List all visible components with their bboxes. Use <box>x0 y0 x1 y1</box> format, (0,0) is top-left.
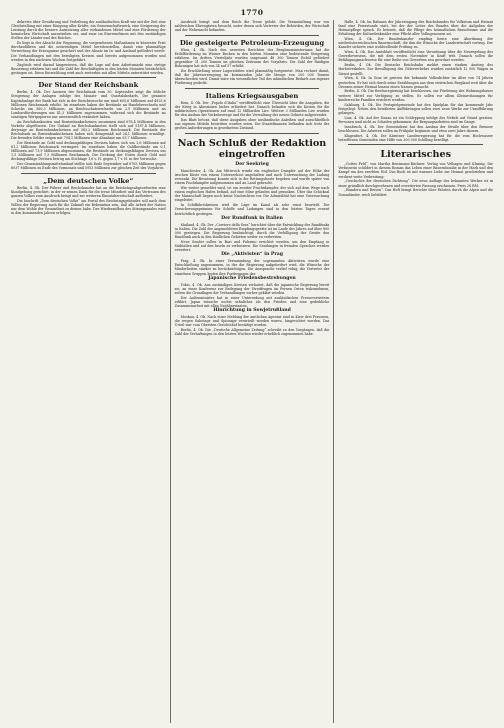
paragraph: „Gottes Feld“, von Martha Benzmann-Büchner. Verlag von Velhagen und Klasing. Die Verfasserin schildert in diesem Roman das Leben einer Bauernfamilie in der Mark und den Kampf um den ererbten Hof. Das Buch ist mit warmer Liebe zur Heimat geschrieben und verdient weite Verbreitung. <box>338 162 494 179</box>
col3-block-a <box>338 20 493 142</box>
heading-aktivisten: Die „Aktivisten“ in Prag <box>221 252 283 258</box>
col2-block-f <box>175 259 330 275</box>
paragraph: Berlin, 4. Ok. Die „Deutsche Allgemeine Zeitung“ schreibt zu den Vorgängen, daß die Zahl der Verhaftungen in den letzten Wochen wieder erheblich zugenommen habe. <box>174 328 330 337</box>
heading-japan: Japanische Friedensbestrebungen <box>208 275 296 281</box>
divider <box>21 77 156 78</box>
paragraph: Wien, 4. Ok. Das Amtsblatt veröffentlicht eine Verordnung über die Neuregelung des Gewerbewesens, die mit dem ersten November in Kraft tritt. Danach sollen die Befähigungsnachweise für eine Reihe von Gewerben neu geordnet werden. <box>338 50 494 63</box>
col2-block-b <box>175 48 330 86</box>
col3-block-b <box>338 162 493 196</box>
heading-hinrichtung: Hinrichtung in Sowjetrußland <box>213 308 291 314</box>
paragraph: Halle, 4. Ok. Im Rahmen der Jahrestagung des Reichsbundes für Volkstum und Heimat fand eine Feierstunde statt, bei der der Leiter des Bundes über die Aufgaben der Heimatpflege sprach. Er betonte, daß die Pflege des heimatlichen Brauchtums und die Erhaltung der Kulturdenkmäler eine Pflicht aller Volksgenossen sei. <box>338 20 494 37</box>
paragraph: Die Erschließung neuer Lagerstätten wird planmäßig fortgesetzt. Man rechnet damit, daß die Jahreserzeugung im kommenden Jahr die Menge von 200 000 Tonnen überschreiten wird. Damit wäre ein wesentlicher Teil des inländischen Bedarfs aus eigener Förderung gedeckt. <box>174 69 330 86</box>
paragraph: Berlin, 4. Ok. Der Ausweis der Reichsbank vom 30. September zeigt die übliche Steigerung der Anlagen infolge des Monats- und Quartalsbedarfs. Die gesamte Kapitalanlage der Bank hat sich in der Berichtswoche um rund 605,6 Millionen auf 4925,6 Millionen Reichsmark erhöht. Im einzelnen haben die Bestände an Handelswechseln und Schecks um 560,3 Millionen, an Reichsschatzwechseln um 2,9 Millionen und an Lombardforderungen um 41,3 Millionen zugenommen, während sich die Bestände an sonstigen Wertpapieren nur unwesentlich verändert haben. <box>11 90 166 119</box>
col1-block-c <box>11 186 166 215</box>
paragraph: Wien, 4. Ok. Der Bundeskanzler empfing heute eine Abordnung der niederösterreichischen Bauernschaft, die ihm die Wünsche der Landwirtschaft vortrug. Der Kanzler sicherte eine wohlwollende Prüfung zu. <box>338 37 494 50</box>
paragraph: Berlin, 4. Ok. Die Deutsche Reichsbahn meldet einen starken Anstieg des Herbstverkehrs. Zur Bewältigung des Güterverkehrs wurden zusätzlich 12 000 Wagen in Dienst gestellt. <box>338 63 494 76</box>
paragraph: Tokio, 4. Ok. Aus zuständigen Kreisen verlautet, daß die japanische Regierung bereit sei, an einer Konferenz zur Beilegung der Streitfragen im Fernen Osten teilzunehmen, sofern die Grundlagen der Verhandlungen vorher geklärt würden. <box>174 282 330 295</box>
divider <box>185 88 320 89</box>
paragraph: Moskau, 4. Ok. Nach einer Meldung der amtlichen Agentur sind in Kiew drei Personen, die wegen Sabotage und Spionage verurteilt worden waren, hingerichtet worden. Das Urteil war vom Obersten Gerichtshof bestätigt worden. <box>174 315 330 328</box>
paragraph: Das Blatt betont, daß diese Ausgaben ohne ausländische Anleihen und ausschließlich aus eigenen Mitteln bestritten worden seien. Die Staatsfinanzen befänden sich trotz der großen Anforderungen in geordnetem Zustand. <box>174 118 330 131</box>
paragraph: Wie weiter gemeldet wird, ist ein zweiter Frachtdampfer, der sich auf dem Wege nach einem englischen Hafen befand, auf eine Mine gelaufen und gesunken. Über das Schicksal der Mannschaft liegen noch keine Nachrichten vor. Die Admiralität hat eine Untersuchung eingeleitet. <box>174 186 330 203</box>
paragraph: Der Außenminister hat in einer Unterredung mit ausländischen Pressevertretern erklärt, Japan wünsche nichts sehnlicher als den Frieden und eine gedeihliche Zusammenarbeit mit allen Nachbarstaaten. <box>174 295 330 308</box>
col2-block-a <box>175 20 330 32</box>
paragraph: Wien, 4. Ok. Nach den neuesten Berichten des Bergbauministeriums hat die Erdölförderung im Wiener Becken in den letzten Monaten eine bedeutende Steigerung erfahren. Im dritten Vierteljahr wurden insgesamt 48 300 Tonnen Rohöl gefördert gegenüber 31 200 Tonnen im gleichen Zeitraum des Vorjahres. Die Zahl der fündigen Bohrungen hat sich von 34 auf 57 erhöht. <box>174 47 330 69</box>
column-1 <box>7 20 170 723</box>
paragraph: Der Gesamtzahlungsmittelumlauf stellte sich Ende September auf 6705 Millionen gegen 6037 Millionen zu Ende des Vormonats und 5953 Millionen zur gleichen Zeit des Vorjahres. <box>11 162 166 171</box>
heading-rundfunk: Der Rundfunk in Italien <box>221 215 283 221</box>
columns <box>7 20 497 723</box>
paragraph: Die Inschrift „Dem deutschen Volke“ am Portal des Reichstagsgebäudes soll nach dem Willen der Regierung auch für die Zukunft ein Bekenntnis sein, daß alle Arbeit der Nation nur dem Wohle der Gesamtheit zu dienen habe. Der Wiederaufbau des Sitzungssaales wird in den kommenden Jahren erfolgen. <box>11 199 166 216</box>
paragraph: Rom, 4. Ok. Der „Popolo d'Italia“ veröffentlicht eine Übersicht über die Ausgaben, die der Krieg in Abessinien bisher erfordert hat. Danach belaufen sich die Kosten für die militärischen Operationen auf rund 12 Milliarden Lire. Weitere 3 Milliarden Lire wurden für den Ausbau der Verkehrswege und für die Verwaltung der neuen Gebiete aufgewendet. <box>174 100 330 118</box>
paragraph: Klagenfurt, 4. Ok. Die Kärntner Landesregierung hat für die vom Hochwasser betroffenen Gemeinden eine Hilfe von 300 000 Schilling bewilligt. <box>338 133 494 142</box>
col2-block-c <box>175 101 330 130</box>
heading-nach-schluss: Nach Schluß der Redaktion eingetroffen <box>177 137 327 160</box>
page-number: 1770 <box>240 8 264 17</box>
paragraph: Linz, 4. Ok. Auf der Donau ist ein Schleppzug infolge des Nebels auf Grund geraten. Personen sind nicht zu Schaden gekommen; die Bergungsarbeiten sind im Gange. <box>338 115 494 124</box>
heading-petroleum: Die gesteigerte Petroleum-Erzeugung <box>179 38 325 47</box>
column-2 <box>170 20 334 723</box>
column-3 <box>333 20 497 723</box>
paragraph: dekretes über Gewährung und Verleihung der ausländischen Kraft wie mit der Zeit eine Gleichstellung mit einer Einigung aller Kräfte, ein Gemeinschaftswerk, eine Steigerung der Leistung durch die bessere Ausnutzung aller vorhandenen Mittel und eine Förderung der heimischen Wirtschaft anzustreben sei, und zwar im Einvernehmen mit den zuständigen Stellen der Länder und des Reiches. <box>11 20 166 41</box>
paragraph: Ausdruck bringt und dem Reich die Treue gelobt. Die Veranstaltung war von zahlreichen Ehrengästen besucht, unter denen sich Vertreter der Behörden, der Wirtschaft und der Wehrmacht befanden. <box>174 20 330 33</box>
heading-reichsbank: Der Stand der Reichsbank <box>38 81 139 90</box>
paragraph: An Reichsbanknoten und Rentenbankscheinen zusammen sind 678,4 Millionen in den Verkehr abgeflossen. Der Umlauf an Reichsbanknoten stellt sich auf 5187,4 Millionen, derjenige an Rentenbankscheinen auf 383,2 Millionen Reichsmark. Die Bestände der Reichsbank an Rentenbankscheinen haben sich demgemäß auf 24,1 Millionen ermäßigt. Die fremden Gelder zeigen mit 704,1 Millionen eine Abnahme um 93,7 Millionen. <box>11 119 166 141</box>
paragraph: Wien, 4. Ok. In Graz ist gestern der bekannte Volksdichter im Alter von 74 Jahren gestorben. Er hat sich durch seine Erzählungen aus dem steirischen Bergland weit über die Grenzen seiner Heimat hinaus einen Namen gemacht. <box>338 76 494 89</box>
col1-block-a <box>11 20 166 75</box>
paragraph: In Schiffahrtskreisen wird die Lage im Kanal als sehr ernst beurteilt. Die Versicherungsprämien für Schiffe und Ladungen sind in den letzten Tagen erneut beträchtlich gestiegen. <box>174 203 330 216</box>
divider <box>185 35 320 36</box>
paragraph: Berlin, 4. Ok. Die Reichsregierung hat beschlossen, zur Förderung des Wohnungsbaues weitere Mittel zur Verfügung zu stellen. Es sollen vor allem Kleinwohnungen für kinderreiche Familien errichtet werden. <box>338 89 494 102</box>
col2-block-d <box>175 169 330 216</box>
paragraph: Die Bestände an Gold und deckungsfähigen Devisen haben sich um 1,6 Millionen auf 81,2 Millionen Reichsmark verringert. Im einzelnen haben die Goldbestände um 0,1 Millionen auf 73,9 Millionen abgenommen, die Bestände an deckungsfähigen Devisen um 1,5 Millionen auf 7,3 Millionen Reichsmark. Die Deckung der Noten durch Gold und deckungsfähige Devisen betrug am Stichtage 1,6 v. H. gegen 1,7 v. H. in der Vorwoche. <box>11 141 166 162</box>
col2-block-g <box>175 283 330 308</box>
divider <box>185 133 320 134</box>
paragraph: Prag, 4. Ok. In einer Versammlung der sogenannten Aktivisten wurde eine Entschließung angenommen, in der die Regierung aufgefordert wird, die Wünsche der Minderheiten stärker zu berücksichtigen. Die Aussprache verlief ruhig; die Vertreter der einzelnen Gruppen legten ihre Forderungen dar. <box>174 259 330 276</box>
col2-block-e <box>175 223 330 252</box>
paragraph: Manchester, 4. Ok. Am Mittwoch wurde ein englischer Dampfer auf der Höhe der irischen Küste von einem Unterseeboot angehalten und nach Untersuchung der Ladung versenkt. Die Besatzung konnte sich in die Rettungsboote begeben und wurde später von einem Fischdampfer aufgenommen und an Land gebracht. <box>174 168 330 186</box>
paragraph: „Wandern und Reisen“. Das Heft bringt Berichte über Fahrten durch die Alpen und die Donauländer, reich bebildert. <box>338 188 494 197</box>
heading-kriegsausgaben: Italiens Kriegsausgaben <box>205 91 299 100</box>
col1-block-b <box>11 90 166 170</box>
paragraph: Berlin, 4. Ok. Der Führer und Reichskanzler hat an die Reichstagsabgeordneten eine Kundgebung gerichtet, in der er seinen Dank für die treue Mitarbeit und das Vertrauen des ganzen Volkes zum Ausdruck bringt und zur weiteren Einsatzbereitschaft auffordert. <box>11 185 166 199</box>
paragraph: „Geschichte der deutschen Dichtung“. Die neue Auflage des bekannten Werkes ist in einer gründlich durchgesehenen und erweiterten Fassung erschienen. Preis 28 RM. <box>338 179 494 188</box>
col2-block-h <box>175 315 330 336</box>
paragraph: Es liegt in der Absicht der Regierung, die vorgesehenen Maßnahmen in kürzester Frist durchzuführen und die notwendigen Mittel bereitzustellen, damit eine planmäßige Verwertung der Erzeugnisse gesichert und der Absatz im In- und Ausland gefördert werde. Die Verhandlungen mit den beteiligten Kreisen sind bereits aufgenommen worden und werden in den nächsten Wochen fortgeführt. <box>11 41 166 62</box>
divider <box>348 144 483 145</box>
subheading-seekrieg: Der Seekrieg <box>235 161 269 167</box>
paragraph: Neue Sender sollen in Bari und Palermo errichtet werden, um den Empfang in Süditalien und auf den Inseln zu verbessern. Die Sendungen in fremden Sprachen werden erweitert. <box>174 239 330 253</box>
divider <box>21 173 156 174</box>
paragraph: Salzburg, 4. Ok. Die Festspielgemeinde hat den Spielplan für das kommende Jahr festgelegt. Neben den bewährten Aufführungen sollen zwei neue Werke zur Uraufführung gelangen. <box>338 102 494 115</box>
paragraph: Mailand, 4. Ok. Der „Corriere della Sera“ berichtet über die Entwicklung des Rundfunks in Italien. Die Zahl der angemeldeten Empfangsgeräte ist im Laufe des Jahres auf über 800 000 gestiegen. Die Regierung beabsichtigt, durch die Verbilligung der Geräte den Rundfunk auch in den ländlichen Gebieten weiter zu verbreiten. <box>174 222 330 239</box>
heading-dem-deutschen-volke: „Dem deutschen Volke“ <box>43 176 134 185</box>
paragraph: Zugleich wird darauf hingewiesen, daß die Lage auf dem Arbeitsmarkt eine stetige Besserung erfahren hat und die Zahl der Beschäftigten in den letzten Monaten beträchtlich gestiegen ist. Diese Entwicklung wird auch weiterhin mit allen Mitteln unterstützt werden. <box>11 62 166 75</box>
paragraph: Innsbruck, 4. Ok. Der Gemeinderat hat den Ausbau der Straße über den Brenner beschlossen. Die Arbeiten sollen im Frühjahr beginnen und etwa zwei Jahre dauern. <box>338 124 494 133</box>
heading-literarisches: Literarisches <box>380 149 451 161</box>
